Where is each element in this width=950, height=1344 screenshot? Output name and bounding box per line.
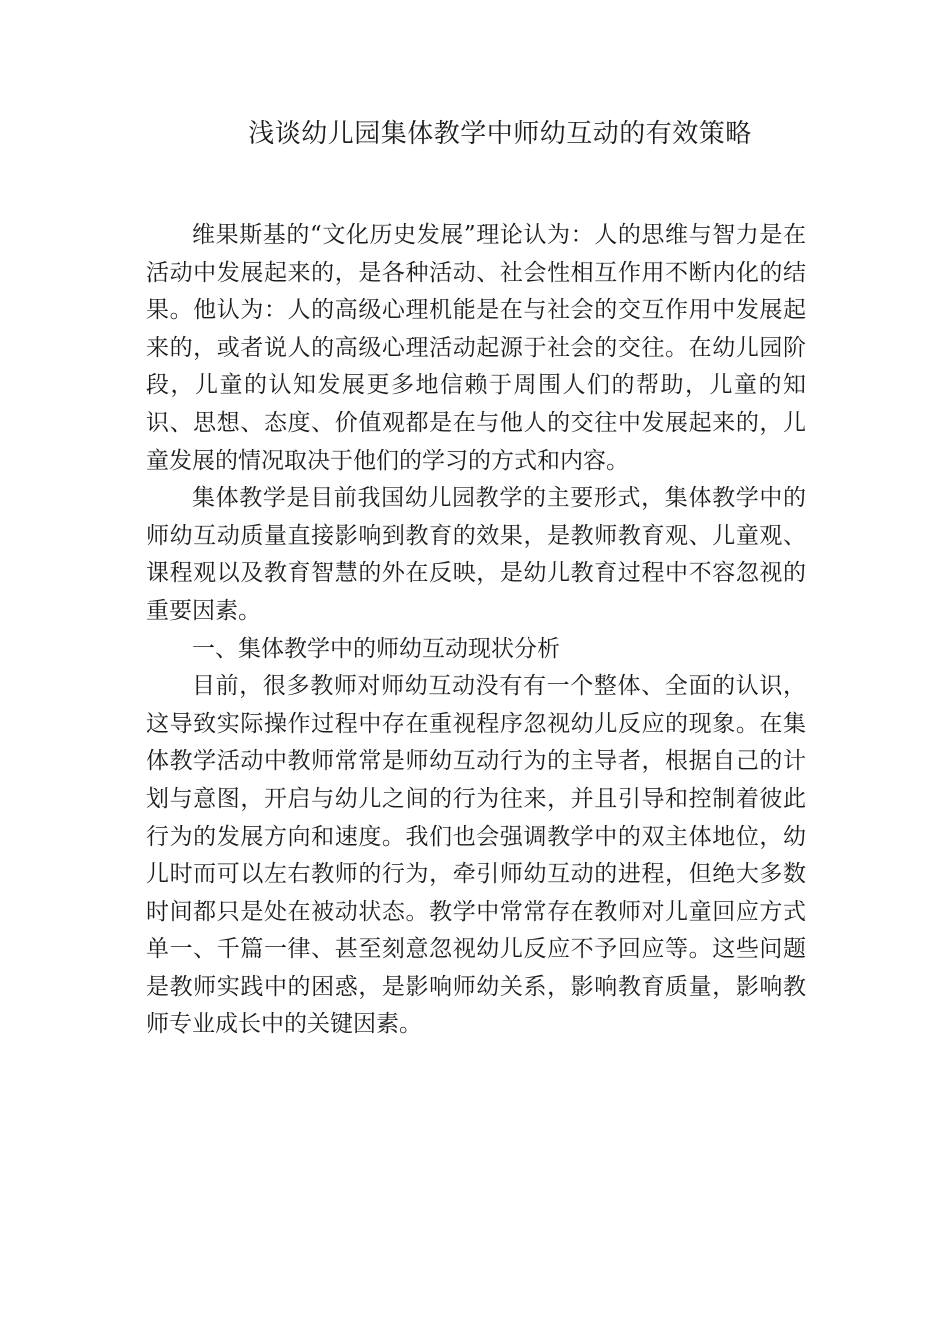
paragraph-current-situation: 目前，很多教师对师幼互动没有有一个整体、全面的认识，这导致实际操作过程中存在重视程序忽视幼儿反应的现象。在集体教学活动中教师常常是师幼互动行为的主导者，根据自己的计划与意图，开启与幼儿之间的行为往来，并且引导和控制着彼此行为的发展方向和速度。我们也会强调教学中的双主体地位，幼儿时而可以左右教师的行为，牵引师幼互动的进程，但绝大多数时间都只是处在被动状态。教学中常常存在教师对儿童回应方式单一、千篇一律、甚至刻意忽视幼儿反应不予回应等。这些问题是教师实践中的困惑，是影响师幼关系，影响教育质量，影响教师专业成长中的关键因素。 — [146, 673, 806, 1038]
section-heading: 一、集体教学中的师幼互动现状分析 — [192, 635, 560, 662]
paragraph-vygotsky-theory: 维果斯基的“文化历史发展”理论认为：人的思维与智力是在活动中发展起来的，是各种活动、社会性相互作用不断内化的结果。他认为：人的高级心理机能是在与社会的交互作用中发展起来的，或者说人的高级心理活动起源于社会的交往。在幼儿园阶段，儿童的认知发展更多地信赖于周围人们的帮助，儿童的知识、思想、态度、价值观都是在与他人的交往中发展起来的，儿童发展的情况取决于他们的学习的方式和内容。 — [146, 222, 806, 474]
document-body — [146, 217, 806, 1044]
document-title: 浅谈幼儿园集体教学中师幼互动的有效策略 — [248, 119, 752, 149]
paragraph-collective-teaching: 集体教学是目前我国幼儿园教学的主要形式，集体教学中的师幼互动质量直接影响到教育的效果，是教师教育观、儿童观、课程观以及教育智慧的外在反映，是幼儿教育过程中不容忽视的重要因素。 — [146, 485, 806, 624]
